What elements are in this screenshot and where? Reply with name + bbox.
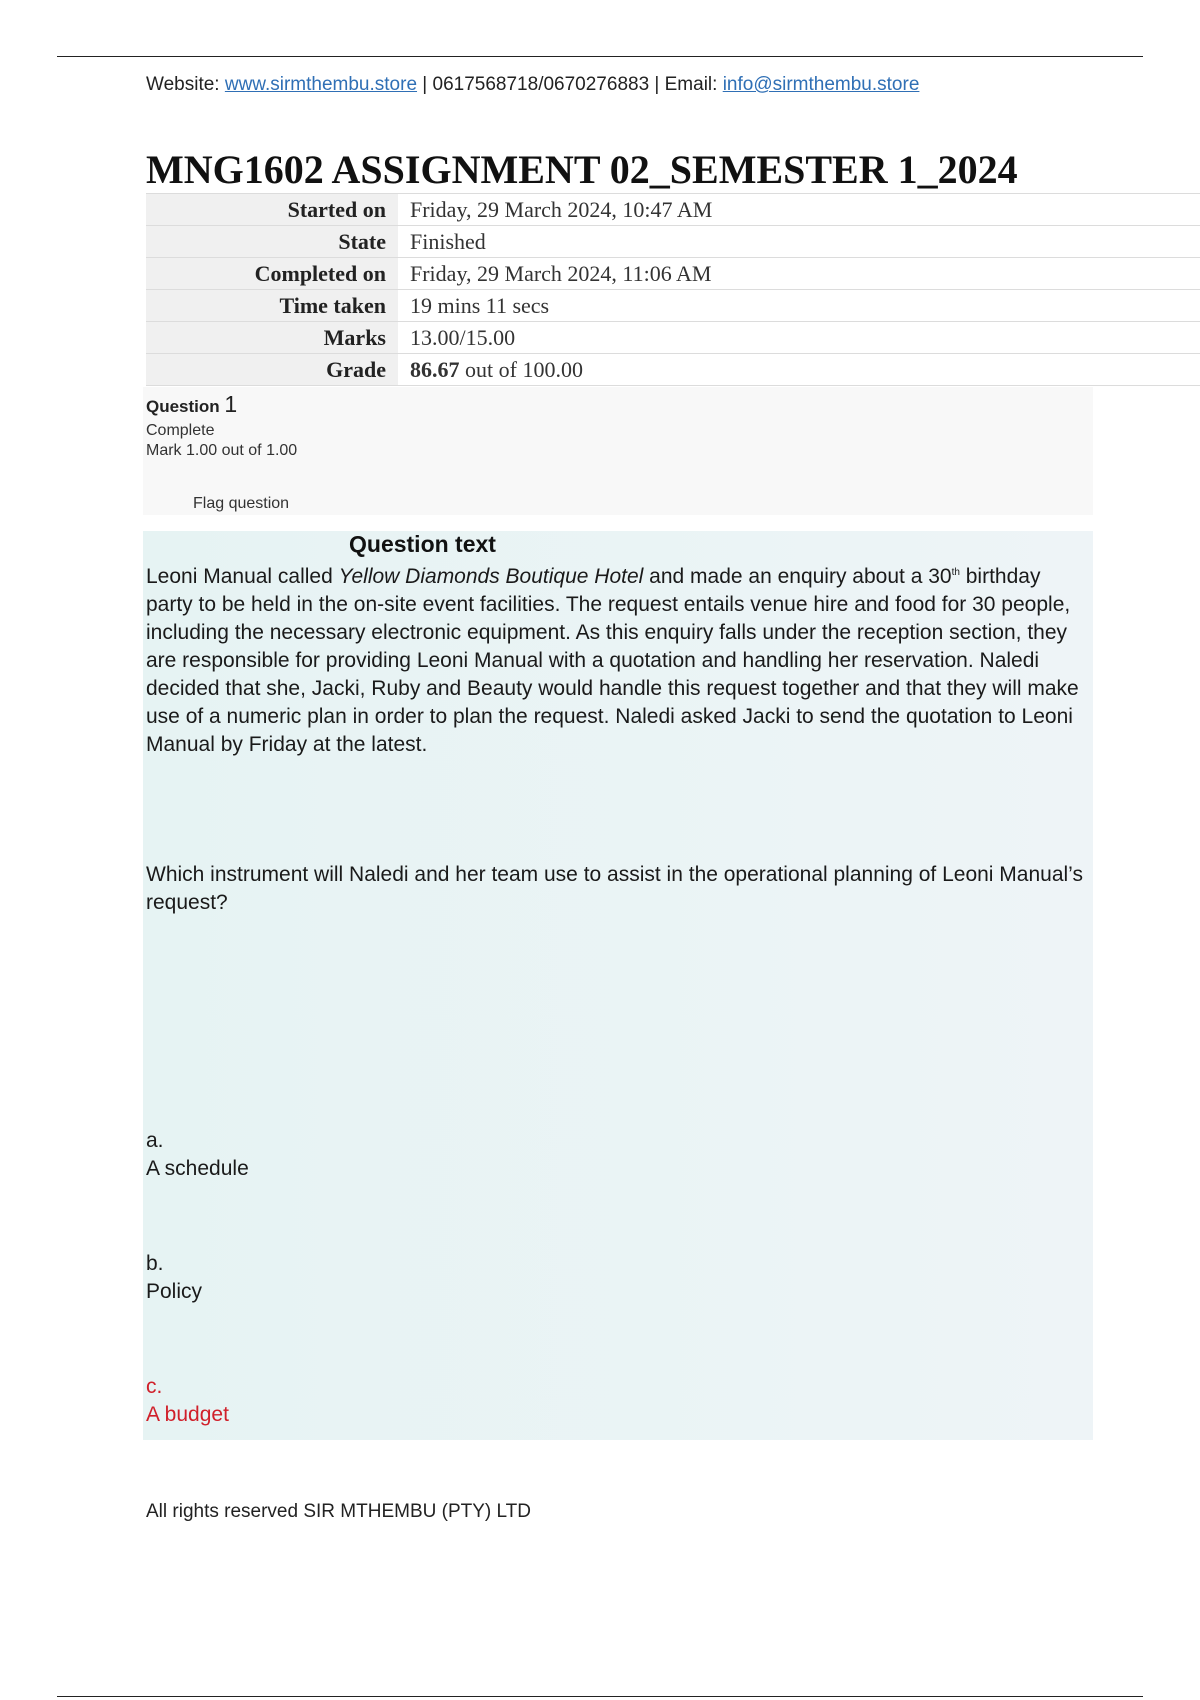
ordinal-suffix: th	[951, 567, 960, 578]
top-divider	[57, 56, 1143, 57]
summary-row-started	[146, 194, 1200, 226]
summary-label: State	[146, 226, 398, 258]
question-prompt: Which instrument will Naledi and her team use to assist in the operational planning of Leoni Manual’s request?	[146, 863, 1083, 914]
question-body-part2: and made an enquiry about a 30	[643, 565, 952, 588]
copyright-footer: All rights reserved SIR MTHEMBU (PTY) LTD	[146, 1501, 531, 1522]
answer-letter: a.	[146, 1129, 164, 1152]
summary-value: Finished	[398, 226, 1200, 258]
website-label: Website:	[146, 74, 225, 95]
hotel-name: Yellow Diamonds Boutique Hotel	[338, 565, 644, 588]
summary-label: Marks	[146, 322, 398, 354]
question-number-value: 1	[224, 391, 238, 417]
answer-letter: b.	[146, 1252, 164, 1275]
summary-row-grade	[146, 354, 1200, 386]
summary-value: Friday, 29 March 2024, 11:06 AM	[398, 258, 1200, 290]
answer-option-c-selected[interactable]	[146, 1373, 229, 1429]
grade-score: 86.67	[410, 356, 460, 382]
summary-label: Grade	[146, 354, 398, 386]
question-text-heading: Question text	[349, 531, 496, 557]
question-label: Question	[146, 397, 225, 416]
question-number	[146, 391, 237, 418]
summary-value: Friday, 29 March 2024, 10:47 AM	[398, 194, 1200, 226]
summary-label: Time taken	[146, 290, 398, 322]
attempt-summary-table	[146, 193, 1200, 386]
flag-question-link[interactable]: Flag question	[193, 495, 290, 512]
summary-value: 13.00/15.00	[398, 322, 1200, 354]
summary-label: Started on	[146, 194, 398, 226]
document-title: MNG1602 ASSIGNMENT 02_SEMESTER 1_2024	[146, 147, 1018, 192]
answer-option-b[interactable]	[146, 1250, 202, 1306]
answer-option-a[interactable]	[146, 1127, 249, 1183]
question-body-part3: birthday party to be held in the on-site event facilities. The request entails venue hire and food for 30 people, including the necessary electronic equipment. As this enquiry falls under the reception section, they are responsible for providing Leoni Manual with a quotation and handling her reservation. Naledi decided that she, Jacki, Ruby and Beauty would handle this request together and that they will make use of a numeric plan in order to plan the request. Naledi asked Jacki to send the quotation to Leoni Manual by Friday at the latest.	[146, 565, 1079, 756]
summary-row-marks	[146, 322, 1200, 354]
grade-out-of: out of 100.00	[459, 356, 583, 382]
question-mark: Mark 1.00 out of 1.00	[146, 442, 298, 459]
summary-row-time-taken	[146, 290, 1200, 322]
question-state: Complete	[146, 422, 215, 439]
summary-label: Completed on	[146, 258, 398, 290]
phone-numbers: | 0617568718/0670276883 | Email:	[417, 74, 723, 95]
contact-header	[146, 74, 919, 96]
summary-value	[398, 354, 1200, 386]
answer-letter: c.	[146, 1375, 163, 1398]
bottom-divider	[57, 1696, 1143, 1697]
summary-row-state	[146, 226, 1200, 258]
summary-row-completed	[146, 258, 1200, 290]
website-link[interactable]: www.sirmthembu.store	[224, 74, 418, 95]
question-body-part1: Leoni Manual called	[146, 565, 339, 588]
answer-text: A schedule	[146, 1157, 249, 1180]
answer-text: A budget	[146, 1403, 229, 1426]
question-info-panel	[143, 387, 1093, 515]
answer-text: Policy	[146, 1280, 203, 1303]
question-body	[146, 559, 1091, 759]
email-link[interactable]: info@sirmthembu.store	[722, 74, 920, 95]
summary-value: 19 mins 11 secs	[398, 290, 1200, 322]
question-text-panel	[143, 531, 1093, 1440]
